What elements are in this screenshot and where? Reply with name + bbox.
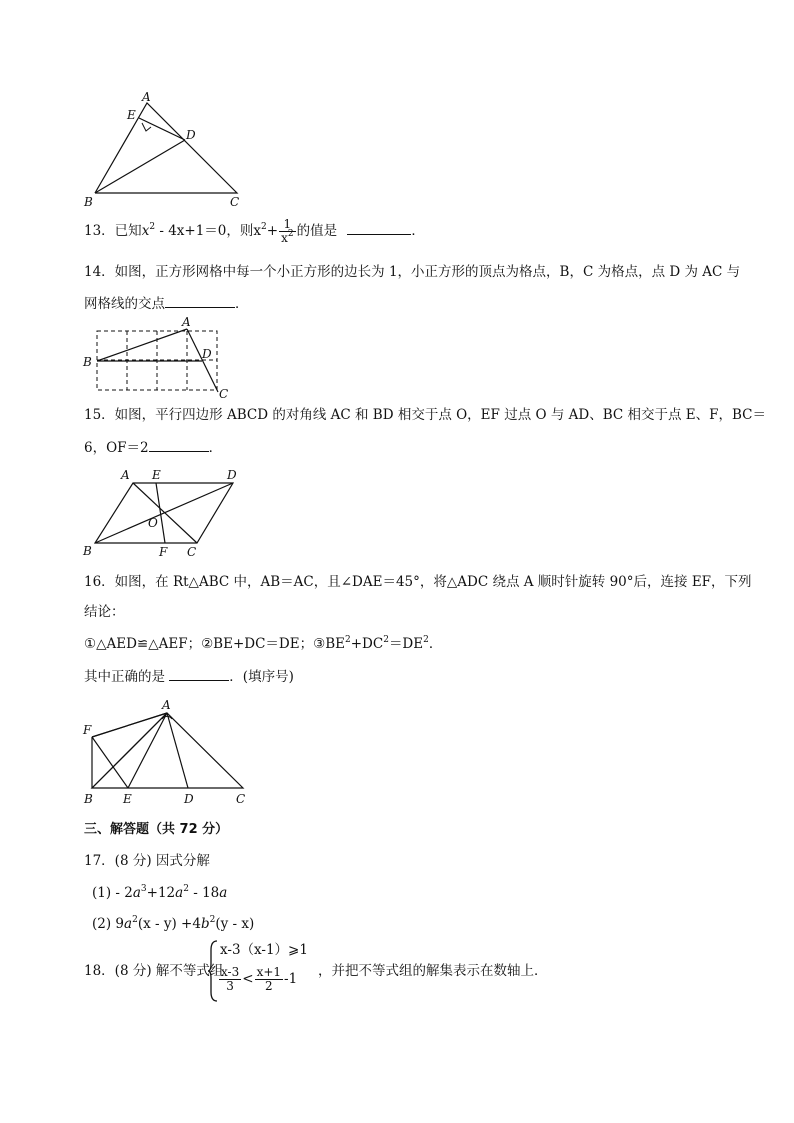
label-o: O (148, 516, 158, 530)
p2-exp-a: 2 (132, 914, 138, 925)
c3-end: ． (428, 636, 443, 652)
q13-expr-exp: 2 (261, 221, 267, 232)
question-15-line1: 15．如图，平行四边形 ABCD 的对角线 AC 和 BD 相交于点 O，EF 过点 O 与 AD、BC 相交于点 E、F，BC＝ (84, 407, 767, 423)
question-16-line2: 结论： (84, 604, 125, 620)
label-a: A (142, 90, 151, 104)
label-b: B (84, 195, 93, 209)
section-heading: 三、解答题（共 72 分） (84, 822, 229, 837)
c3-dc: +DC (350, 636, 384, 652)
c3-de: ＝DE (388, 636, 424, 652)
label-e: E (123, 792, 132, 806)
p2-b: b (200, 916, 210, 932)
q13-frac-den-exp: 2 (287, 229, 294, 239)
question-16-line1: 16．如图，在 Rt△ABC 中，AB＝AC，且∠DAE＝45°，将△ADC 绕点 A 顺时针旋转 90°后，连接 EF，下列 (84, 574, 752, 590)
p1-exp2: 2 (183, 883, 189, 894)
p1-end: - 18 (188, 885, 220, 901)
label-c: C (236, 792, 246, 806)
q15-text: 6，OF＝2 (84, 440, 149, 456)
question-15-line2: 6，OF＝2 ． (84, 436, 222, 458)
q13-frac-num: 1 (279, 218, 296, 232)
label-b: B (84, 792, 93, 806)
label-c: C (230, 195, 240, 209)
question-18-suffix: ，并把不等式组的解集表示在数轴上． (318, 963, 548, 979)
label-b: B (83, 355, 92, 369)
q13-frac-den-x: x (281, 231, 288, 245)
p1-a3: a (219, 885, 228, 901)
ineq2-end: -1 (284, 971, 298, 987)
conclusion-1: ①△AED≌△AEF； (84, 636, 202, 652)
label-d: D (184, 792, 194, 806)
c3-exp2: 2 (383, 634, 389, 645)
q13-suffix: 的值是 (296, 223, 338, 239)
inequality-1: x-3（x-1）⩾1 (220, 942, 308, 958)
ineq2-den1: 3 (226, 979, 234, 993)
p1-mid: +12 (146, 885, 176, 901)
question-14-line2: 网格线的交点 ． (84, 292, 249, 314)
label-d: D (227, 468, 237, 482)
question-17-title: 17．(8 分) 因式分解 (84, 853, 210, 869)
ineq2-num1: x-3 (221, 965, 240, 979)
inequality-2 (218, 966, 297, 993)
q13-equation: - 4x+1＝0，则 (155, 223, 254, 239)
question-13: 13．已知$x^2 - 4x+1=0$，则$x^2+$ $\frac{1}{x^2}$ 的值是 ． (84, 217, 425, 245)
label-e: E (127, 108, 136, 122)
label-c: C (219, 387, 229, 401)
ineq2-den2: 2 (264, 979, 273, 993)
ineq2-lt: < (242, 971, 254, 987)
p1-prefix: (1) - 2 (92, 885, 133, 901)
p2-mid: (x - y) +4 (137, 916, 201, 932)
p2-prefix: (2) 9 (92, 916, 125, 932)
p1-a: a (132, 885, 141, 901)
label-a: A (182, 315, 191, 329)
q13-exp: 2 (149, 221, 156, 232)
q14-text: 网格线的交点 (84, 296, 165, 312)
q16-ask-text: 其中正确的是 (84, 669, 165, 685)
label-f: F (159, 545, 168, 559)
p2-exp-b: 2 (209, 914, 216, 925)
c3-be: ③BE (313, 636, 345, 652)
label-b: B (83, 544, 92, 558)
question-17-part2 (92, 914, 254, 934)
q13-prefix: 13．已知 (84, 223, 142, 239)
question-18-prefix: 18．(8 分) 解不等式组 (84, 963, 224, 979)
label-a: A (162, 698, 171, 712)
q13-expr-x: x (253, 223, 262, 239)
ineq2-num2: x+1 (256, 965, 282, 979)
label-f: F (83, 723, 92, 737)
question-14-line1: 14．如图，正方形网格中每一个小正方形的边长为 1，小正方形的顶点为格点，B，C 为格点，点 D 为 AC 与 (84, 264, 741, 280)
conclusion-2: ②BE+DC＝DE； (201, 636, 314, 652)
q16-fill-note: ．(填序号) (229, 669, 294, 685)
c3-exp3: 2 (423, 634, 429, 645)
p2-end: (y - x) (215, 916, 255, 932)
label-e: E (152, 468, 161, 482)
ineq2-frac1 (219, 966, 241, 993)
p1-exp3: 3 (140, 883, 147, 894)
label-d: D (186, 128, 196, 142)
q13-x: x (141, 223, 150, 239)
q13-plus: + (266, 223, 279, 239)
label-a: A (121, 468, 130, 482)
system-brace-icon (208, 940, 218, 1002)
label-c: C (187, 545, 197, 559)
ineq2-frac2 (255, 966, 283, 993)
p2-a: a (124, 916, 133, 932)
c3-exp1: 2 (345, 634, 351, 645)
p1-a2: a (175, 885, 184, 901)
question-17-part1 (92, 883, 227, 903)
label-d: D (202, 347, 212, 361)
